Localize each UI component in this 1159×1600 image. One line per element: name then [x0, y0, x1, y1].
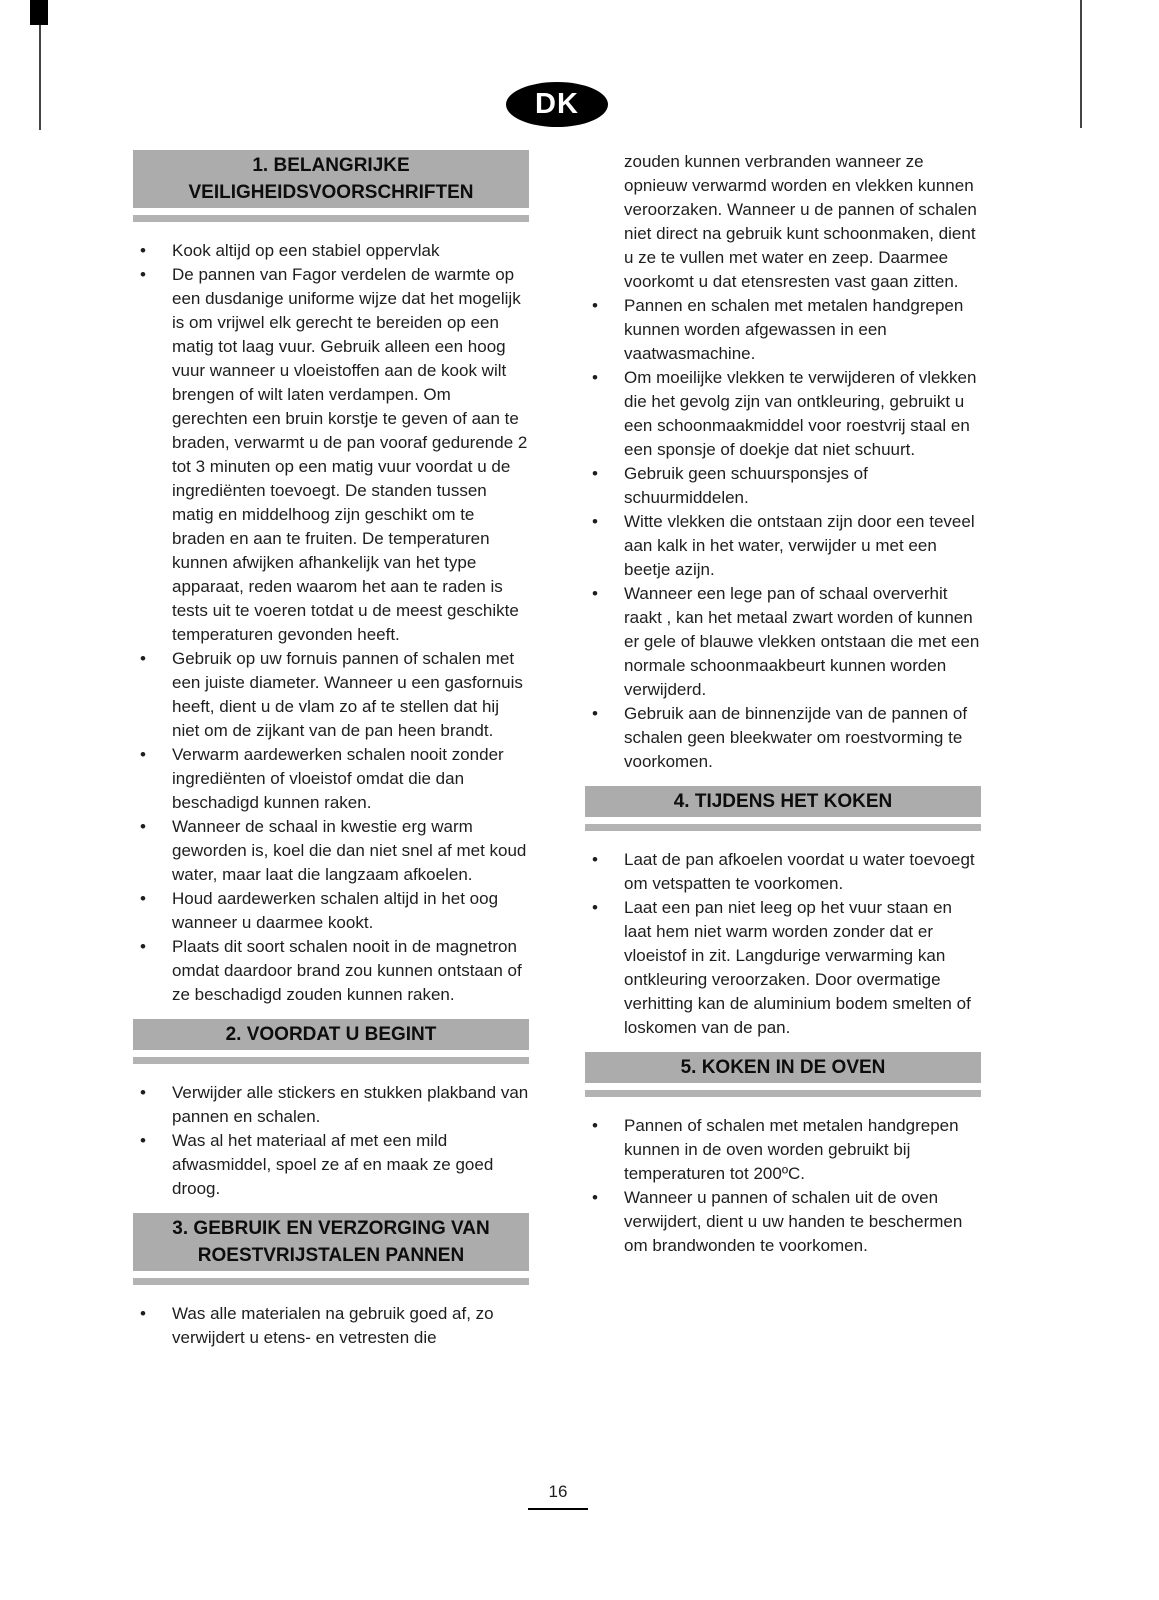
list-item-text: Plaats dit soort schalen nooit in de magnetron omdat daardoor brand zou kunnen ontstaan of ze beschadigd zouden kunnen raken.	[172, 937, 522, 1004]
section-5-title: 5. KOKEN IN DE OVEN	[680, 1057, 886, 1078]
list-item-text: Laat de pan afkoelen voordat u water toevoegt om vetspatten te voorkomen.	[624, 850, 975, 893]
bullet-icon: •	[140, 745, 146, 764]
bullet-icon: •	[140, 937, 146, 956]
list-item-text: Gebruik geen schuursponsjes of schuurmiddelen.	[624, 464, 868, 507]
list-item	[133, 743, 529, 815]
bullet-icon: •	[140, 1304, 146, 1323]
bullet-icon: •	[140, 1131, 146, 1150]
section-4-header	[585, 786, 981, 817]
list-item	[585, 582, 981, 702]
bullet-icon: •	[140, 265, 146, 284]
list-item-text: Wanneer de schaal in kwestie erg warm geworden is, koel die dan niet snel af met koud water, maar laat die langzaam afkoelen.	[172, 817, 527, 884]
list-item	[133, 647, 529, 743]
bullet-icon: •	[592, 296, 598, 315]
list-item	[585, 702, 981, 774]
section-3-continuation: zouden kunnen verbranden wanneer ze opnieuw verwarmd worden en vlekken kunnen veroorzaken. Wanneer u de pannen of schalen niet direct na gebruik kunt schoonmaken, dient u ze te vullen met water en zeep. Daarmee voorkomt u dat etensresten vast gaan zitten.	[624, 152, 977, 291]
list-item-text: Was al het materiaal af met een mild afwasmiddel, spoel ze af en maak ze goed droog.	[172, 1131, 494, 1198]
bullet-icon: •	[140, 241, 146, 260]
bullet-icon: •	[140, 817, 146, 836]
list-item	[585, 1186, 981, 1258]
list-item-text: Om moeilijke vlekken te verwijderen of vlekken die het gevolg zijn van ontkleuring, gebruikt u een schoonmaakmiddel voor roestvrij staal en een sponsje of doekje dat niet schuurt.	[624, 368, 977, 459]
language-badge-label: DK	[535, 88, 579, 120]
list-item-text: Witte vlekken die ontstaan zijn door een teveel aan kalk in het water, verwijder u met een beetje azijn.	[624, 512, 975, 579]
section-3-title: 3. GEBRUIK EN VERZORGING VAN ROESTVRIJSTALEN PANNEN	[172, 1218, 490, 1266]
section-5-list	[585, 1114, 981, 1258]
list-item	[585, 1114, 981, 1186]
section-3-header	[133, 1213, 529, 1271]
section-3-list-left	[133, 1302, 529, 1350]
section-2-header	[133, 1019, 529, 1050]
column-left	[133, 150, 529, 1350]
list-item	[133, 263, 529, 647]
page-number-text: 16	[548, 1482, 568, 1501]
list-item-text: Wanneer u pannen of schalen uit de oven verwijdert, dient u uw handen te beschermen om brandwonden te voorkomen.	[624, 1188, 963, 1255]
bullet-icon: •	[140, 1083, 146, 1102]
list-item-text: Verwijder alle stickers en stukken plakband van pannen en schalen.	[172, 1083, 529, 1126]
list-item	[133, 1081, 529, 1129]
list-item-text: Gebruik op uw fornuis pannen of schalen met een juiste diameter. Wanneer u een gasfornuis heeft, dient u de vlam zo af te stellen dat hij niet om de zijkant van de pan heen brandt.	[172, 649, 523, 740]
list-item	[133, 239, 529, 263]
list-item	[585, 896, 981, 1040]
list-item-text: Verwarm aardewerken schalen nooit zonder ingrediënten of vloeistof omdat die dan beschadigd kunnen raken.	[172, 745, 504, 812]
list-item-text: Gebruik aan de binnenzijde van de pannen of schalen geen bleekwater om roestvorming te voorkomen.	[624, 704, 968, 771]
bullet-icon: •	[592, 898, 598, 917]
section-4-title: 4. TIJDENS HET KOKEN	[673, 791, 893, 812]
section-1-header	[133, 150, 529, 208]
page-number	[528, 1482, 588, 1510]
crop-mark-top-left	[30, 0, 48, 25]
section-3-rule	[133, 1278, 529, 1285]
list-item-text: Pannen of schalen met metalen handgrepen kunnen in de oven worden gebruikt bij temperaturen tot 200ºC.	[624, 1116, 959, 1183]
section-4-list	[585, 848, 981, 1040]
bullet-icon: •	[592, 704, 598, 723]
list-item	[133, 887, 529, 935]
list-item-text: Pannen en schalen met metalen handgrepen kunnen worden afgewassen in een vaatwasmachine.	[624, 296, 964, 363]
list-item-text: Laat een pan niet leeg op het vuur staan en laat hem niet warm worden zonder dat er vloeistof in zit. Langdurige verwarming kan ontkleuring veroorzaken. Door overmatige verhitting kan de aluminium bodem smelten of loskomen van de pan.	[624, 898, 971, 1037]
list-item	[133, 1302, 529, 1350]
list-item	[585, 366, 981, 462]
list-item	[585, 510, 981, 582]
list-item-text: Kook altijd op een stabiel oppervlak	[172, 241, 440, 260]
section-1-rule	[133, 215, 529, 222]
list-item-text: Houd aardewerken schalen altijd in het oog wanneer u daarmee kookt.	[172, 889, 499, 932]
bullet-icon: •	[140, 889, 146, 908]
crop-line-left	[39, 25, 41, 130]
section-1-list	[133, 239, 529, 1007]
section-3-list-right	[585, 294, 981, 774]
list-item	[133, 935, 529, 1007]
crop-line-right	[1080, 0, 1082, 128]
list-item	[585, 848, 981, 896]
section-5-header	[585, 1052, 981, 1083]
language-badge	[506, 82, 608, 127]
section-2-list	[133, 1081, 529, 1201]
list-item-text: Was alle materialen na gebruik goed af, zo verwijdert u etens- en vetresten die	[172, 1304, 494, 1347]
bullet-icon: •	[592, 512, 598, 531]
bullet-icon: •	[592, 368, 598, 387]
list-item-text: Wanneer een lege pan of schaal oververhit raakt , kan het metaal zwart worden of kunnen er gele of blauwe vlekken ontstaan die met een normale schoonmaakbeurt kunnen worden verwijderd.	[624, 584, 980, 699]
list-item	[133, 1129, 529, 1201]
list-item-text: De pannen van Fagor verdelen de warmte op een dusdanige uniforme wijze dat het mogelijk is om vrijwel elk gerecht te bereiden op een matig tot laag vuur. Gebruik alleen een hoog vuur wanneer u vloeistoffen aan de kook wilt brengen of wilt laten verdampen. Om gerechten een bruin korstje te geven of aan te braden, verwarmt u de pan vooraf gedurende 2 tot 3 minuten op een matig vuur voordat u de ingrediënten toevoegt. De standen tussen matig en middelhoog zijn geschikt om te braden en aan te fruiten. De temperaturen kunnen afwijken afhankelijk van het type apparaat, reden waarom het aan te raden is tests uit te voeren totdat u de meest geschikte temperaturen gevonden heeft.	[172, 265, 528, 644]
bullet-icon: •	[592, 584, 598, 603]
list-item	[585, 462, 981, 510]
section-2-rule	[133, 1057, 529, 1064]
section-1-title: 1. BELANGRIJKE VEILIGHEIDSVOORSCHRIFTEN	[188, 155, 474, 203]
bullet-icon: •	[592, 850, 598, 869]
bullet-icon: •	[592, 1116, 598, 1135]
section-5-rule	[585, 1090, 981, 1097]
list-item	[585, 294, 981, 366]
bullet-icon: •	[140, 649, 146, 668]
column-right	[585, 150, 981, 1258]
section-2-title: 2. VOORDAT U BEGINT	[225, 1024, 437, 1045]
section-4-rule	[585, 824, 981, 831]
list-item	[133, 815, 529, 887]
bullet-icon: •	[592, 1188, 598, 1207]
bullet-icon: •	[592, 464, 598, 483]
